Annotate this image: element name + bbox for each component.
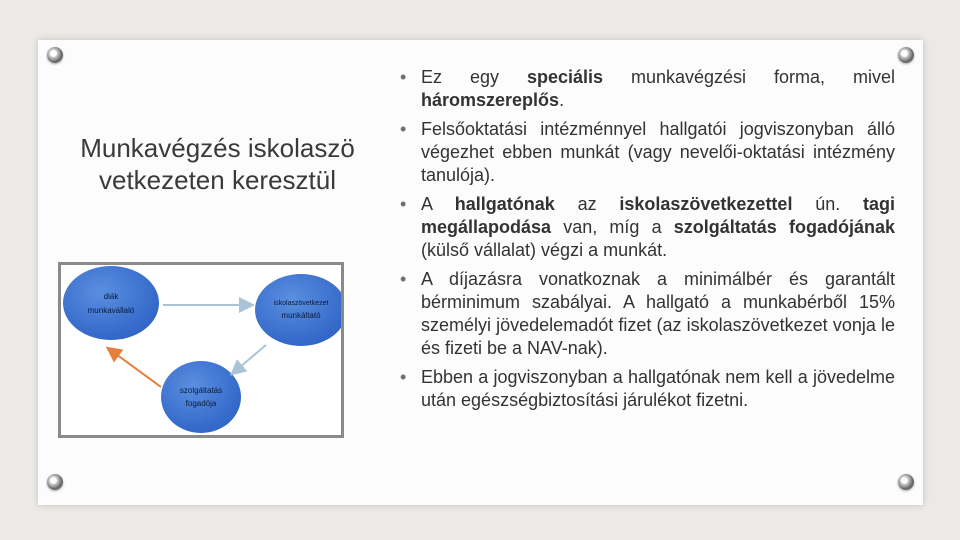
bullet-bold-text: hallgatónak <box>454 194 555 214</box>
bullet-text: Felsőoktatási intézménnyel hallgatói jogviszonyban álló végezhet ebben munkát (vagy nevelői-oktatási intézmény tanulója). <box>421 119 895 185</box>
bullet-item <box>400 268 895 360</box>
relationship-diagram <box>58 262 344 438</box>
bullet-text: A <box>421 194 455 214</box>
bullet-text: A díjazásra vonatkoznak a minimálbér és garantált bérminimum szabályai. A hallgató a munkabérből 15% személyi jövedelemadót fizet (az iskolaszövetkezet vonja le és fizeti be a NAV-nak). <box>421 269 895 358</box>
diagram-svg <box>61 265 341 435</box>
bullet-text: munkavégzési forma, mivel <box>603 67 896 87</box>
arrow-cooperative-to-client <box>233 345 266 373</box>
arrow-client-to-student <box>109 349 161 387</box>
node-cooperative-line1: iskolaszövetkezet <box>273 300 329 307</box>
bullet-item <box>400 193 895 262</box>
pin-top-left-icon <box>47 47 63 63</box>
pin-top-right-icon <box>898 47 914 63</box>
pin-bottom-left-icon <box>47 474 63 490</box>
node-client-line2: fogadója <box>185 399 217 408</box>
node-student-line2: munkavállaló <box>87 306 135 315</box>
bullet-item <box>400 66 895 112</box>
bullet-text: Ez egy <box>421 67 527 87</box>
bullet-text: (külső vállalat) végzi a munkát. <box>421 240 668 260</box>
node-student-line1: diák <box>103 292 119 301</box>
node-client-line1: szolgáltatás <box>179 386 223 395</box>
bullet-text: ún. <box>792 194 863 214</box>
node-client-ellipse <box>161 361 241 433</box>
bullet-text: az <box>554 194 620 214</box>
node-cooperative-line2: munkáltató <box>281 311 321 320</box>
bullet-item <box>400 366 895 412</box>
bullet-bold-text: speciális <box>526 67 604 87</box>
bullet-bold-text: iskolaszövetkezettel <box>619 194 793 214</box>
pin-bottom-right-icon <box>898 474 914 490</box>
bullet-text: . <box>559 90 565 110</box>
bullet-text: van, míg a <box>551 217 674 237</box>
node-cooperative-ellipse <box>255 274 341 346</box>
bullet-item <box>400 118 895 187</box>
slide-title: Munkavégzés iskolaszövetkezeten keresztül <box>80 133 355 195</box>
bullet-bold-text: háromszereplős <box>421 90 560 110</box>
node-student-ellipse <box>63 266 159 340</box>
bullet-bold-text: szolgáltatás fogadójának <box>673 217 895 237</box>
bullet-bold-text: tagi megállapodása <box>421 194 896 237</box>
bullet-text: Ebben a jogviszonyban a hallgatónak nem kell a jövedelme után egészségbiztosítási járulékot fizetni. <box>421 367 895 410</box>
bullet-list <box>400 66 895 418</box>
